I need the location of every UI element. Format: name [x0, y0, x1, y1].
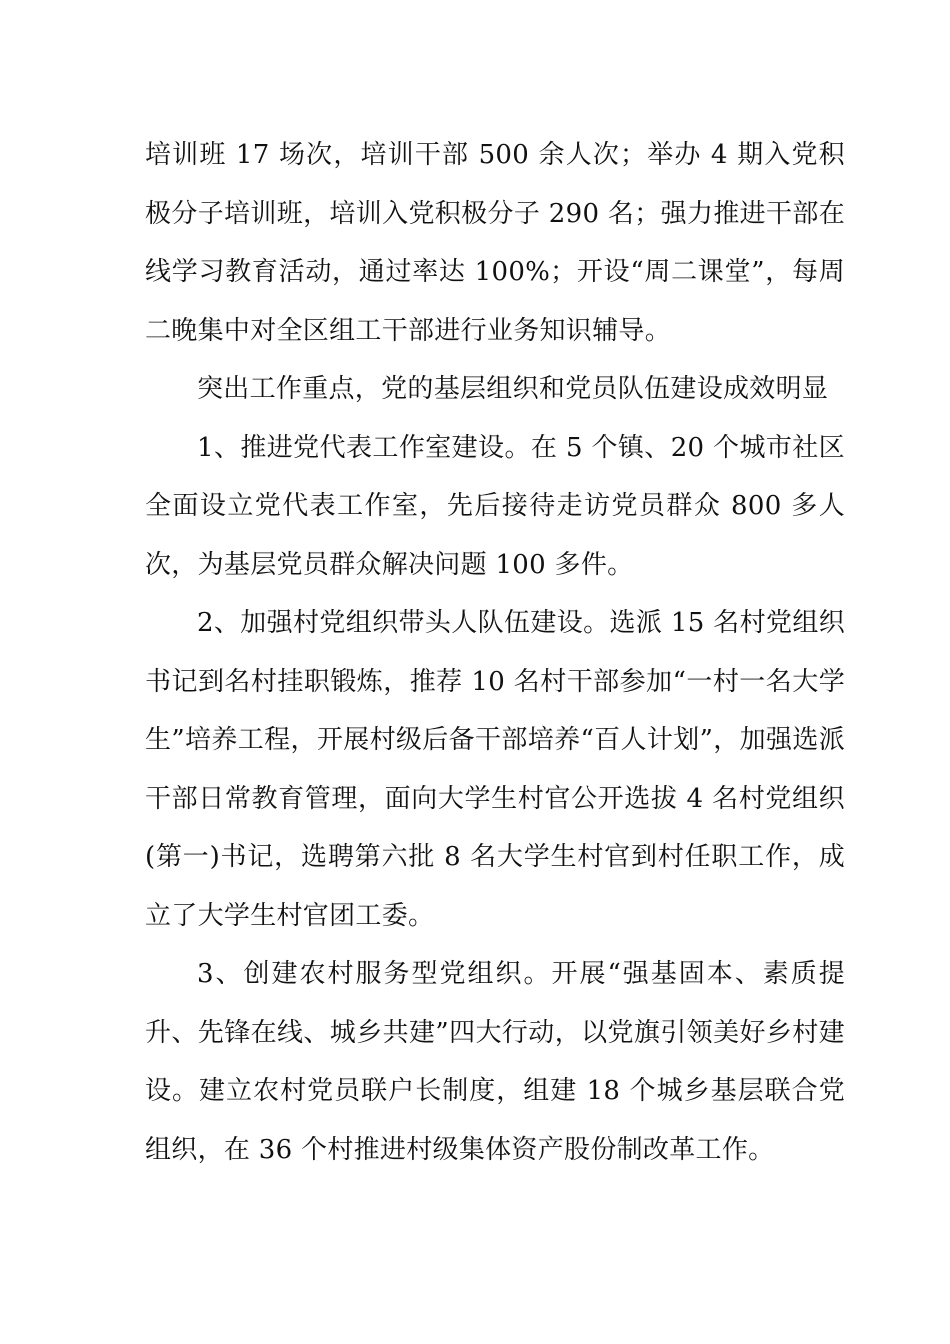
paragraph-item-2: 2、加强村党组织带头人队伍建设。选派 15 名村党组织书记到名村挂职锻炼，推荐 10 名村干部参加“一村一名大学生”培养工程，开展村级后备干部培养“百人计划”，加强选派干部日常教育管理，面向大学生村官公开选拔 4 名村党组织(第一)书记，选聘第六批 8 名大学生村官到村任职工作，成立了大学生村官团工委。 [145, 608, 845, 931]
paragraph-continuation: 培训班 17 场次，培训干部 500 余人次；举办 4 期入党积极分子培训班，培训入党积极分子 290 名；强力推进干部在线学习教育活动，通过率达 100%；开设“周二课堂”，每周二晚集中对全区组工干部进行业务知识辅导。 [145, 140, 845, 346]
paragraph-item-1: 1、推进党代表工作室建设。在 5 个镇、20 个城市社区全面设立党代表工作室，先后接待走访党员群众 800 多人次，为基层党员群众解决问题 100 多件。 [145, 432, 845, 580]
document-body [145, 126, 845, 1179]
paragraph-item-3: 3、创建农村服务型党组织。开展“强基固本、素质提升、先锋在线、城乡共建”四大行动，以党旗引领美好乡村建设。建立农村党员联户长制度，组建 18 个城乡基层联合党组织，在 36 个村推进村级集体资产股份制改革工作。 [145, 959, 845, 1165]
section-heading: 突出工作重点，党的基层组织和党员队伍建设成效明显 [197, 374, 829, 404]
